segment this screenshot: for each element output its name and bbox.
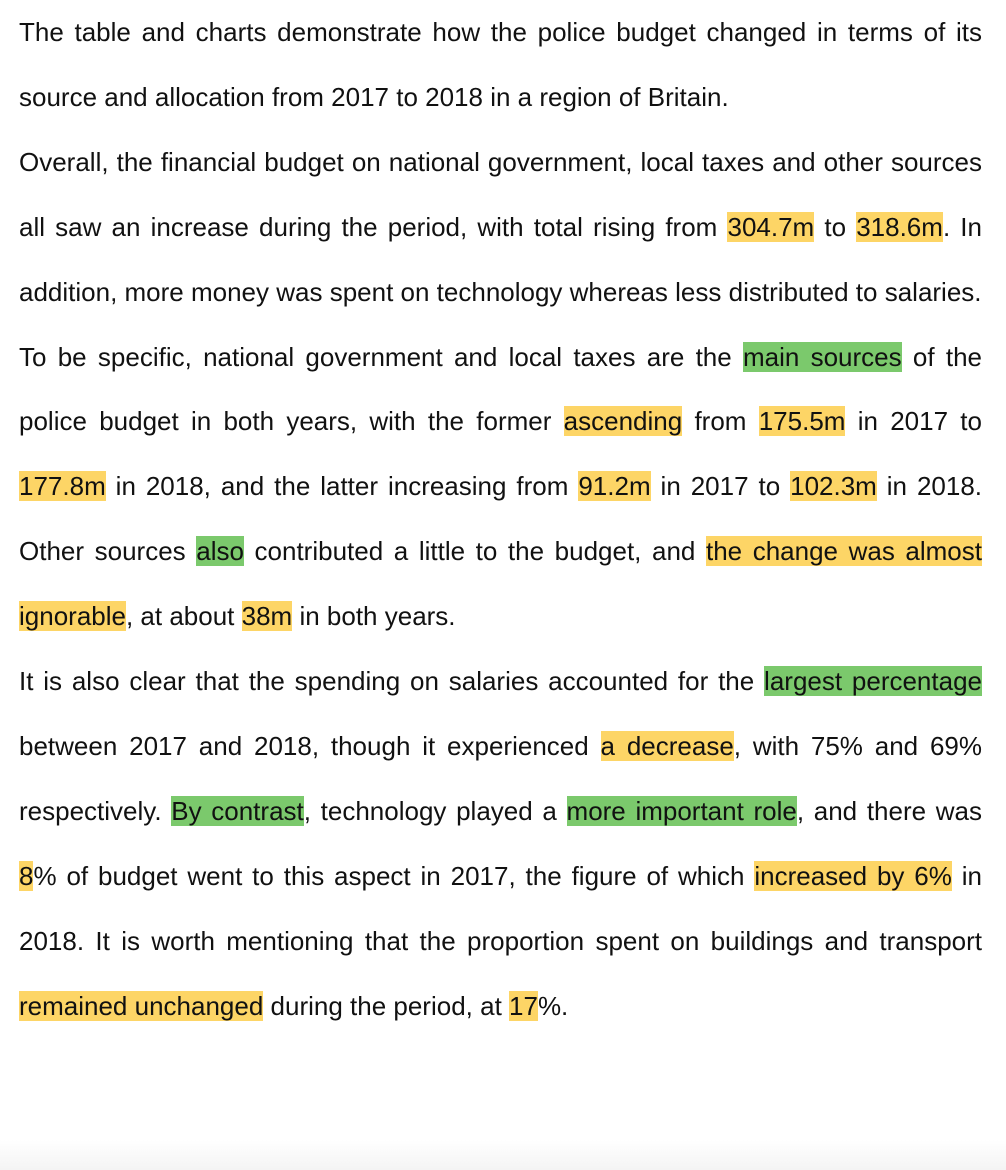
text-segment: , technology played a	[303, 795, 567, 826]
text-segment: during the period, at	[263, 990, 510, 1021]
highlight-yellow: 38m	[241, 601, 293, 632]
text-segment: , at about	[125, 601, 242, 632]
paragraph-overview	[19, 130, 982, 325]
text-segment: in 2018. Other sources	[19, 471, 983, 567]
text-segment: in 2018. It is worth mentioning that the proportion spent on buildings and transport	[19, 860, 982, 956]
paragraph-intro	[19, 0, 982, 130]
highlight-green: largest percentage	[764, 666, 982, 697]
paragraph-allocation	[19, 649, 982, 1038]
text-segment: % of budget went to this aspect in 2017, the figure of which	[33, 860, 755, 891]
highlight-yellow: 17	[509, 990, 538, 1021]
text-segment: %.	[537, 990, 569, 1021]
highlight-green: main sources	[742, 341, 902, 372]
paragraph-sources	[19, 325, 982, 650]
text-segment: from	[682, 406, 759, 437]
highlight-yellow: increased by 6%	[754, 860, 952, 891]
highlight-yellow: a decrease	[600, 730, 734, 761]
text-segment: of the police budget in both years, with the former	[19, 341, 982, 437]
text-segment: in both years.	[292, 601, 456, 632]
text-segment: The table and charts demonstrate how the police budget changed in terms of its source and allocation from 2017 to 2018 in a region of Britain.	[19, 17, 982, 112]
text-segment: . In addition, more money was spent on technology whereas less distributed to salaries.	[19, 211, 982, 307]
highlight-green: also	[196, 536, 244, 567]
essay-document	[19, 0, 982, 1039]
highlight-yellow: ascending	[563, 406, 683, 437]
text-segment: , with 75% and 69% respectively.	[19, 730, 982, 826]
highlight-yellow: 91.2m	[578, 471, 651, 502]
highlight-yellow: 318.6m	[856, 211, 943, 242]
highlight-yellow: the change was almost ignorable	[19, 536, 982, 632]
text-segment: Overall, the financial budget on national government, local taxes and other sources all saw an increase during the period, with total rising from	[19, 146, 982, 242]
highlight-yellow: 177.8m	[19, 471, 106, 502]
text-segment: between 2017 and 2018, though it experienced	[19, 730, 601, 761]
text-segment: to	[814, 211, 857, 242]
text-segment: in 2018, and the latter increasing from	[105, 471, 579, 502]
text-segment: in 2017 to	[650, 471, 791, 502]
highlight-yellow: 102.3m	[790, 471, 877, 502]
highlight-yellow: 175.5m	[758, 406, 846, 437]
text-segment: To be specific, national government and local taxes are the	[19, 341, 743, 372]
highlight-yellow: remained unchanged	[19, 990, 264, 1021]
text-segment: , and there was	[796, 795, 982, 826]
highlight-yellow: 8	[19, 860, 34, 891]
text-segment: It is also clear that the spending on salaries accounted for the	[19, 666, 765, 697]
text-segment: contributed a little to the budget, and	[243, 536, 706, 567]
highlight-green: By contrast	[171, 795, 304, 826]
highlight-yellow: 304.7m	[727, 211, 815, 242]
highlight-green: more important role	[566, 795, 797, 826]
text-segment: in 2017 to	[845, 406, 982, 437]
